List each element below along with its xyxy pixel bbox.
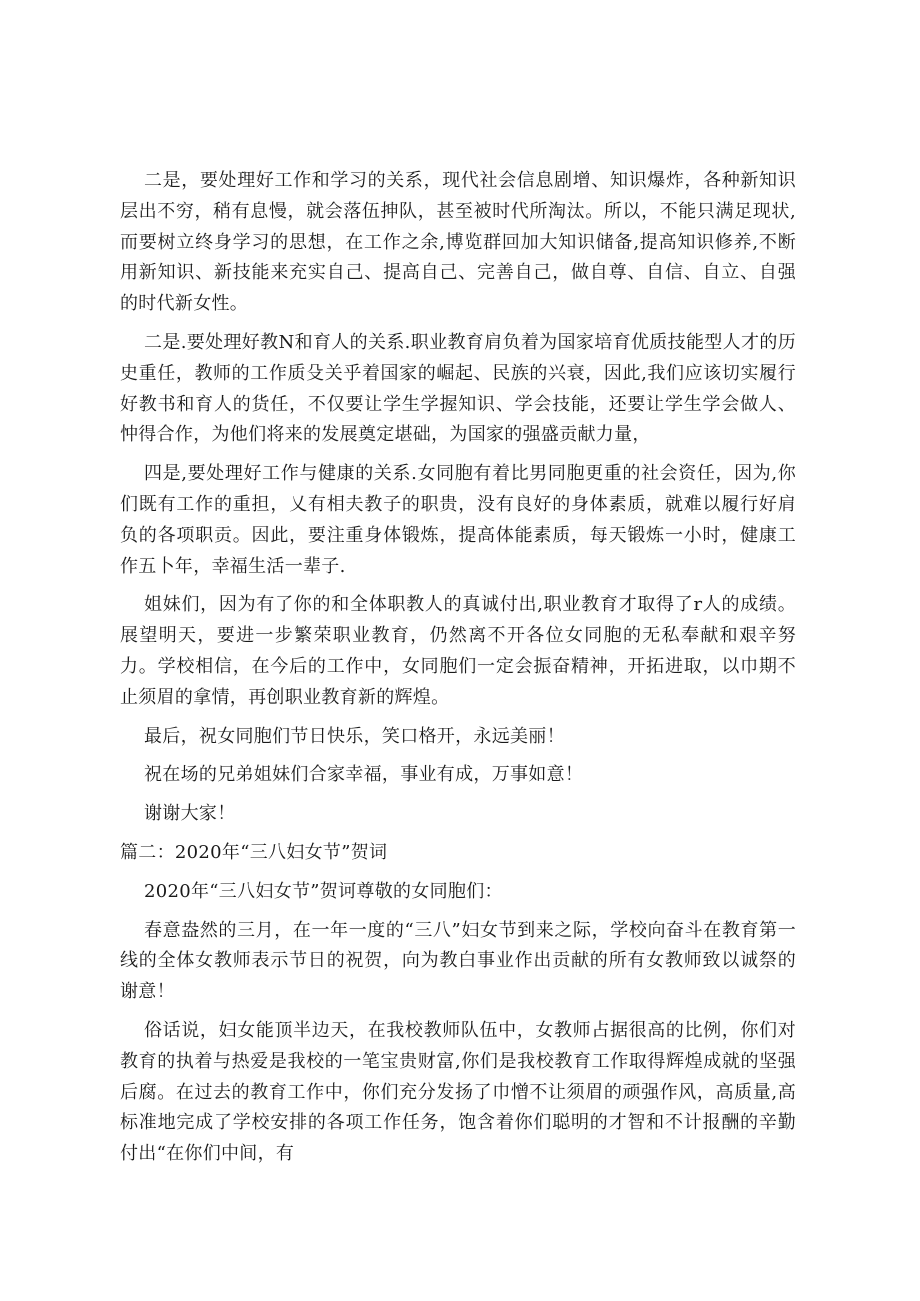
paragraph-greeting: 2020年“三八妇女节”贺诃尊敬的女同胞们：	[144, 880, 503, 902]
paragraph-spring: 春意盎然的三月，在一年一度的“三八”妇女节到来之际，学校向奋斗在教育第一线的全体女教师表示节日的祝贺，向为教白事业作出贡献的所有女教师致以诚祭的谢意！	[120, 919, 796, 1003]
paragraph-proverb: 俗话说，妇女能顶半边天，在我校教师队伍中，女教师占据很高的比例，你们对教育的执着与热爱是我校的一笔宝贵财富,你们是我校教育工作取得辉煌成就的坚强后腐。在过去的教育工作中，你们充分发扬了巾憎不让须眉的顽强作风，高质量,高标准地完成了学校安排的各项工作任务，饱含着你们聪明的才智和不计报酬的辛勤付出“在你们中间，有	[120, 1019, 796, 1165]
paragraph-fourth-point: 四是,要处理好工作与健康的关系.女同胞有着比男同胞更重的社会资任，因为,你们既有工作的重担，乂有相夫教子的职贵，没有良好的身体素质，就难以履行好肩负的各项职贡。因此，要注重身体锻炼，提高体能素质，每天锻炼一小时，健康工作五卜年，幸福生活一辈子.	[120, 463, 796, 577]
paragraph-wishes-women: 最后，祝女同胞们节日快乐，笑口格开，永远美丽！	[144, 725, 565, 747]
paragraph-third-point: 二是.要处理好教N和育人的关系.职业教育肩负着为国家培育优质技能型人才的历史重任，教师的工作质殳关乎着国家的崛起、民族的兴衰，因此,我们应该切实履行好教书和育人的货任，不仅要让学生学握知识、学会技能，还要让学生学会做人、忡得合作，为他们将来的发展奠定堪础，为国家的强盛贡献力量，	[120, 331, 796, 446]
paragraph-second-point: 二是，要处理好工作和学习的关系，现代社会信息剧增、知识爆炸，各种新知识层出不穷，稍有息慢，就会落伍抻队，甚至被时代所淘汰。所以，不能只满足现状,而要树立终身学习的思想，在工作之余,博览群回加大知识储备,提高知识修养,不断用新知识、新技能来充实自己、提高自己、完善自己，做自尊、自信、自立、自强的时代新女性。	[120, 170, 796, 315]
paragraph-wishes-all: 祝在场的兄弟姐妹们合家幸福，事业有成，万事如意！	[144, 764, 584, 786]
document-body	[120, 166, 796, 1178]
section-heading: 篇二：2020年“三八妇女节”贺词	[120, 841, 388, 863]
paragraph-sisters: 姐妹们，因为有了你的和全体职教人的真诚付出,职业教育才取得了r人的成绩。展望明天，要进一步繁荣职业教育，仍然离不开各位女同胞的无私奉献和艰辛努力。学校相信，在今后的工作中，女同胞们一定会振奋精神，开拓进取，以巾期不止须眉的拿情，再创职业教育新的辉煌。	[120, 594, 796, 708]
paragraph-thanks: 谢谢大家！	[144, 803, 236, 825]
